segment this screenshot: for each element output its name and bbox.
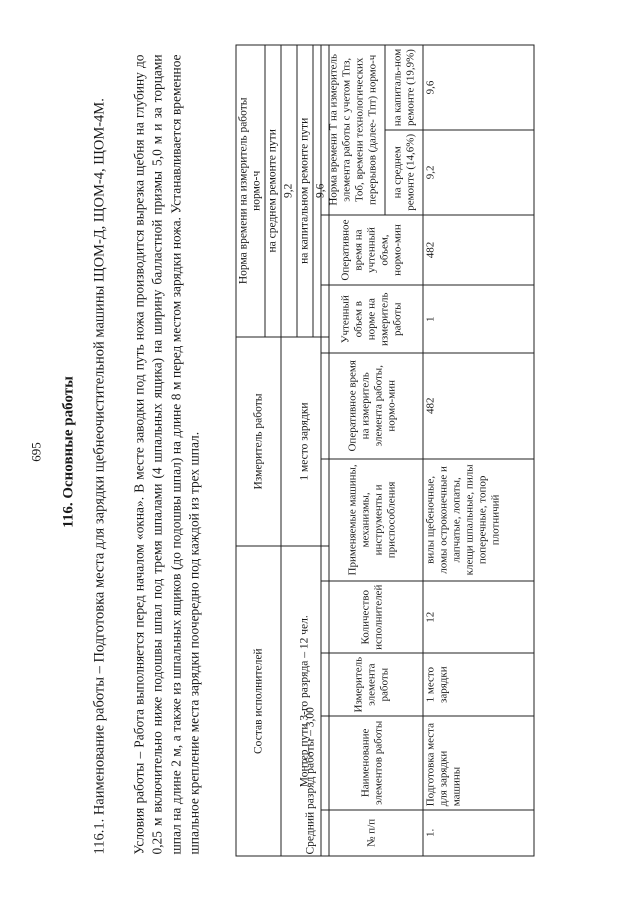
header-cap-pct: на капиталь-ном ремонте (19,9%)	[385, 45, 423, 130]
row-num: 1.	[423, 810, 534, 856]
row-name: Подготовка места для зарядки машины	[423, 716, 534, 810]
header-element-unit: Измеритель элемента работы	[321, 653, 423, 716]
work-conditions-paragraph	[131, 55, 204, 855]
header-cap-repair: на капитальном ремонте пути	[297, 45, 313, 337]
header-op-time-volume: Оперативное время на учтенный объем, нормо-мин	[321, 215, 423, 286]
header-composition: Состав исполнителей	[236, 546, 281, 856]
row-op-time: 482	[423, 353, 534, 459]
row-volume: 1	[423, 285, 534, 353]
rotated-page	[21, 20, 621, 885]
header-norm-unit: нормо-ч	[250, 170, 263, 211]
work-conditions-text: – Работа выполняется перед началом «окна». В месте заводки под путь ножа производится вырезка щебня на глубину до 0,25 м включительно ниже подошвы шпал под тремя шпалами (4 шпальных ящика) на ширину балластной призмы 5,0 м и за торцами шпал на длине 2 м, а также из шпальных ящиков (до подошвы шпал) на длине 8 м перед местом зарядки ножа. Устанавливается временное шпальное крепление места зарядки поочередно под каждой из трех шпал.	[131, 54, 202, 855]
header-performers: Количество исполнителей	[321, 581, 423, 653]
row-op-time-volume: 482	[423, 215, 534, 286]
row-unit: 1 место зарядки	[423, 653, 534, 716]
header-num: № п/п	[321, 810, 423, 856]
work-name-text: – Подготовка места для зарядки щебнеочистительной машины ЩОМ-Д, ЩОМ-4, ЩОМ-4М.	[91, 98, 108, 674]
cell-composition: Монтер пути 3-го разряда – 12 чел.	[281, 546, 329, 856]
header-norm-time: Норма времени Т на измеритель элемента работы с учетом Тпз, Тоб, времени технологических перерывов (далее- Тпт) нормо-ч	[321, 45, 385, 215]
header-unit: Измеритель работы	[236, 337, 281, 547]
row-tools: вилы щебеночные, ломы остроконечные и лапчатые, лопаты, клещи шпальные, пилы поперечные, топор плотничий	[423, 459, 534, 582]
header-tools: Применяемые машины, механизмы, инструменты и приспособления	[321, 459, 423, 582]
header-norm-title: Норма времени на измеритель работы	[237, 97, 250, 285]
header-volume: Учтенный объем в норме на измеритель работы	[321, 285, 423, 353]
header-element-name: Наименование элементов работы	[321, 716, 423, 810]
cell-cap-value: 9,6	[313, 45, 329, 337]
header-op-time: Оперативное время на измеритель элемента работы, нормо-мин	[321, 353, 423, 459]
header-avg-repair: на среднем ремонте пути	[265, 45, 281, 337]
section-title: 116. Основные работы	[60, 376, 77, 528]
row-avg: 9,2	[423, 130, 534, 215]
work-conditions-label: Условия работы	[131, 762, 147, 855]
cell-unit: 1 место зарядки	[281, 337, 329, 547]
row-cap: 9,6	[423, 45, 534, 130]
header-norm	[236, 45, 265, 337]
table-row	[423, 45, 534, 856]
work-elements-table	[321, 45, 535, 857]
work-name-paragraph	[91, 55, 110, 855]
cell-avg-value: 9,2	[281, 45, 297, 337]
work-name-label: 116.1. Наименование работы	[91, 677, 108, 855]
average-grade: Средний разряд работы – 3,00	[304, 707, 317, 855]
header-avg-pct: на среднем ремонте (14,6%)	[385, 130, 423, 215]
row-performers: 12	[423, 581, 534, 653]
page-number: 695	[28, 442, 44, 462]
